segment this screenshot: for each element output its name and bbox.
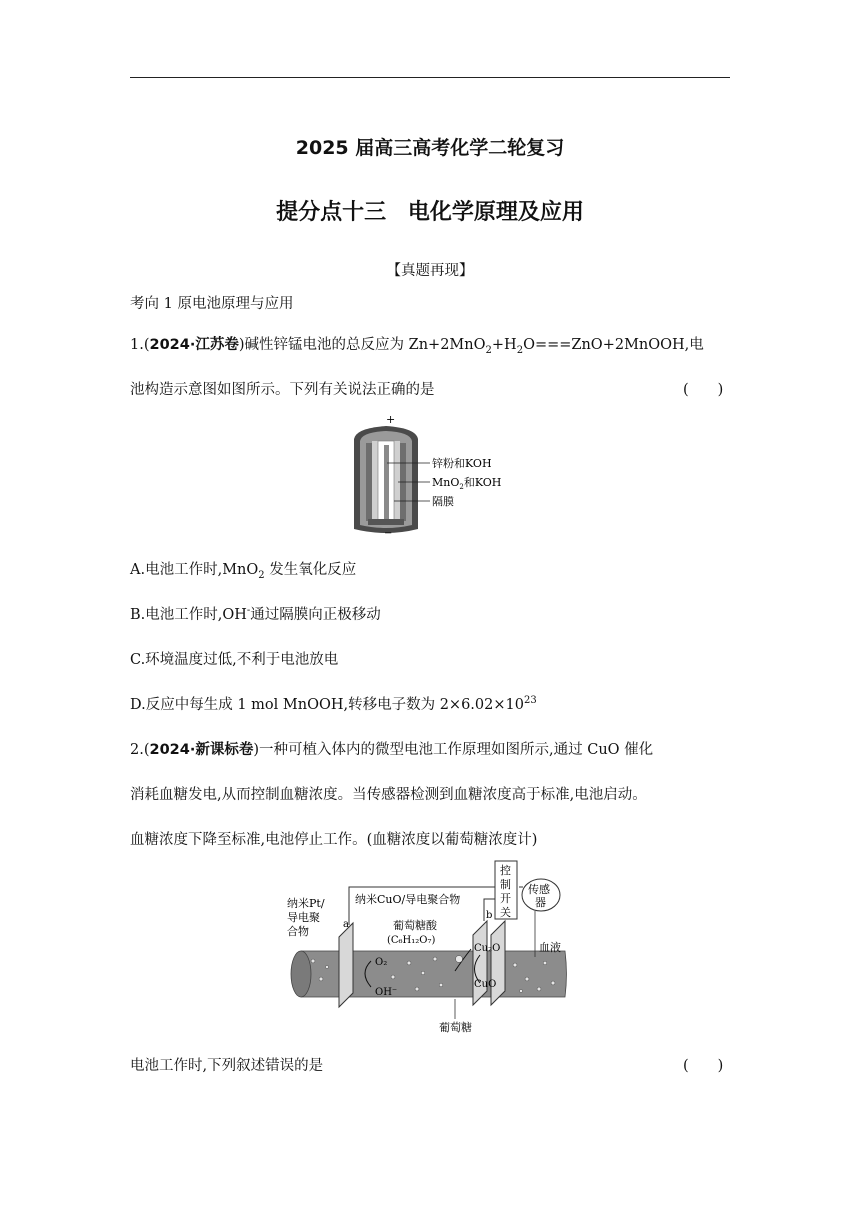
svg-text:关: 关 bbox=[500, 906, 511, 919]
svg-text:血液: 血液 bbox=[539, 941, 561, 954]
svg-text:纳米CuO/导电聚合物: 纳米CuO/导电聚合物 bbox=[355, 893, 461, 906]
svg-text:−: − bbox=[384, 528, 393, 537]
header-rule bbox=[130, 77, 730, 78]
page-subtitle: 提分点十三 电化学原理及应用 bbox=[276, 200, 584, 225]
section-heading: 【真题再现】 bbox=[386, 263, 474, 279]
q1-stem-line1: 1.(2024·江苏卷)碱性锌锰电池的总反应为 $Zn+2MnO_2+H_2O===ZnO+2MnOOH$,电 bbox=[130, 337, 704, 356]
svg-text:MnO2和KOH: MnO$_2$和KOH bbox=[432, 476, 502, 491]
q2-stem-line3: 血糖浓度下降至标准,电池停止工作。(血糖浓度以葡萄糖浓度计) bbox=[130, 832, 538, 848]
svg-text:+: + bbox=[386, 413, 396, 426]
glucose-cell-diagram bbox=[283, 859, 583, 1039]
q2-stem-last: 电池工作时,下列叙述错误的是 bbox=[130, 1058, 324, 1074]
svg-text:隔膜: 隔膜 bbox=[432, 495, 454, 508]
svg-text:CuO: CuO bbox=[474, 979, 497, 990]
svg-text:纳米Pt/: 纳米Pt/ bbox=[287, 897, 325, 910]
svg-text:器: 器 bbox=[535, 896, 546, 909]
svg-text:制: 制 bbox=[500, 878, 511, 891]
svg-text:a: a bbox=[343, 919, 349, 930]
q2-stem-line1: 2.(2024·新课标卷)一种可植入体内的微型电池工作原理如图所示,通过 CuO 催化 bbox=[130, 742, 654, 758]
q1-source: 2024·江苏卷 bbox=[149, 337, 239, 353]
q1-answer-paren: ( ) bbox=[683, 382, 724, 398]
q1-option-b: B.电池工作时,OH-通过隔膜向正极移动 bbox=[130, 605, 381, 623]
svg-text:OH⁻: OH⁻ bbox=[375, 987, 398, 998]
q1-option-a: A.电池工作时,MnO$_2$ 发生氧化反应 bbox=[130, 562, 357, 581]
q1-stem-line2: 池构造示意图如图所示。下列有关说法正确的是 bbox=[130, 382, 435, 398]
q2-answer-paren: ( ) bbox=[683, 1058, 724, 1074]
svg-text:O₂: O₂ bbox=[375, 957, 388, 968]
svg-text:合物: 合物 bbox=[287, 925, 309, 938]
svg-text:葡萄糖: 葡萄糖 bbox=[439, 1021, 472, 1034]
svg-text:导电聚: 导电聚 bbox=[287, 911, 320, 924]
page-title: 2025 届高三高考化学二轮复习 bbox=[295, 137, 565, 159]
svg-text:锌粉和KOH: 锌粉和KOH bbox=[432, 457, 492, 470]
svg-text:传感: 传感 bbox=[528, 883, 550, 896]
q2-source: 2024·新课标卷 bbox=[149, 742, 254, 758]
q2-stem-line2: 消耗血糖发电,从而控制血糖浓度。当传感器检测到血糖浓度高于标准,电池启动。 bbox=[130, 787, 647, 803]
svg-text:葡萄糖酸: 葡萄糖酸 bbox=[393, 919, 437, 932]
q1-option-c: C.环境温度过低,不利于电池放电 bbox=[130, 652, 339, 668]
svg-text:Cu₂O: Cu₂O bbox=[474, 943, 501, 954]
topic-heading: 考向 1 原电池原理与应用 bbox=[130, 296, 294, 312]
q1-option-d: D.反应中每生成 1 mol MnOOH,转移电子数为 $2\times 6.02\times 10^{23}$ bbox=[130, 695, 537, 713]
svg-text:控: 控 bbox=[500, 864, 511, 877]
svg-text:b: b bbox=[486, 910, 493, 921]
svg-text:开: 开 bbox=[500, 892, 511, 905]
battery-diagram bbox=[348, 411, 508, 537]
svg-text:(C₆H₁₂O₇): (C₆H₁₂O₇) bbox=[387, 935, 436, 946]
